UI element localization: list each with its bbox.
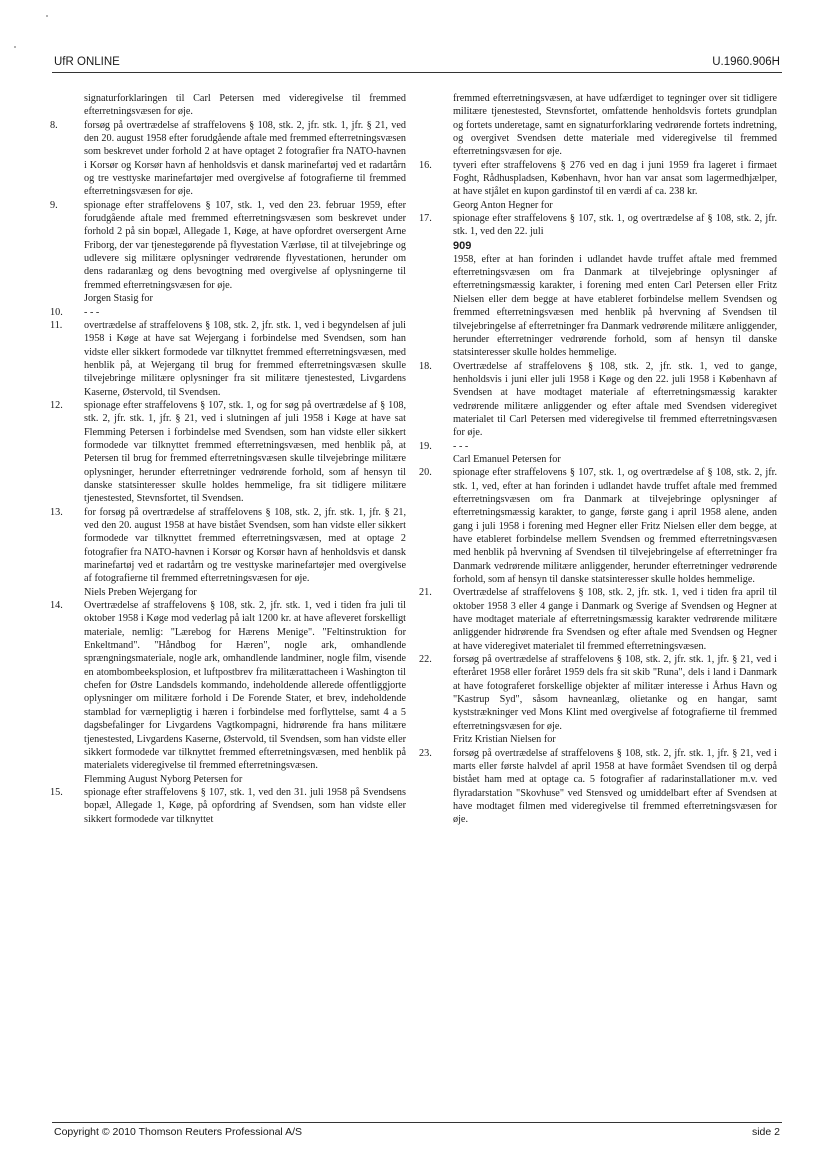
paragraph-text: Overtrædelse af straffelovens § 108, stk. 2, jfr. stk. 1, ved i tiden fra juli til oktober 1958 i Køge mod vederlag på ialt 1200 kr. at have afleveret forskelligt materiale, nemlig: "Lærebog for Hærens Menige". "Feltinstruktion for Enkeltmand". "Håndbog for Hæren", nogle ark, omhandlende sprængningsmateriale, nogle ark, omhandlende landminer, nogle film, visende en atombombeeksplosion, et luftpostbrev fra militærattacheen i Washington til chefen for Østre Landsdels kommando, indeholdende allerede offentliggjorte oplysninger om militære forhold i De Forende Stater, et brev, indeholdende stamblad for værnepligtig i hæren i forbindelse med forflyttelse, samt 4 a 5 dagsbefalinger for Livgardens Vagtkompagni, hidrørende fra hans militære tjenestested, Livgardens Kaserne, Østervold, til Svendsen, som han vidste eller sikkert formodede var tilknyttet fremmed efterretningsvæsen, med henblik på materialets videregivelse til fremmed efterretningsvæsen.	[84, 600, 406, 772]
text-paragraph: Carl Emanuel Petersen for	[453, 453, 561, 465]
paragraph-text: tyveri efter straffelovens § 276 ved en dag i juni 1959 fra lageret i firmaet Foght, Rådhuspladsen, København, hvor han var ansat som lagermedhjælper, at have stjålet en kupon gardinstof til en værdi af ca. 238 kr.	[453, 159, 777, 198]
numbered-paragraph	[419, 653, 777, 733]
numbered-paragraph	[50, 119, 406, 199]
text-paragraph: fremmed efterretningsvæsen, at have udfærdiget to tegninger over sit tidligere militære tjenestested, Stevnsfortet, omfattende henholdsvis fortets grundplan og fortets underetage, samt en signaturforklaring vedrørende fortets indretning, og overgivet Svendsen dette materiale med videregivelse til fremmed efterretningsvæsen for øje.	[453, 93, 777, 158]
numbered-paragraph	[419, 586, 777, 653]
numbered-paragraph	[419, 159, 777, 199]
paragraph-number: 12.	[50, 399, 63, 411]
paragraph-text: spionage efter straffelovens § 107, stk. 1, og for søg på overtrædelse af § 108, stk. 2, jfr. stk. 1, jfr. § 21, ved i slutningen af juli 1958 i Køge at have sat Flemming Petersen i forbindelse med Svendsen, som han vidste eller sikkert formodede var tilknyttet fremmed efterretningsvæsen, med henblik på, at Petersen til brug for fremmed efterretningsvæsen skulle tilvejebringe militære oplysninger, herunder efterretninger vedrørende forhold, som af hensyn til danske statsinteresser skulle holdes hemmelige, fra sit tidligere militære tjenestested, Stevnsfortet, til Svendsen.	[84, 399, 406, 505]
paragraph-text: - - -	[453, 440, 469, 452]
paragraph-number: 22.	[419, 654, 432, 666]
paragraph-number: 17.	[419, 213, 432, 225]
numbered-paragraph	[50, 319, 406, 399]
paragraph-text: Overtrædelse af straffelovens § 108, stk. 2, jfr. stk. 1, ved to gange, henholdsvis i juni eller juli 1958 i Køge og den 22. juli 1958 i København af Svendsen at have modtaget materiale af efterretningsmæssig karakter vedrørende militære anliggender og efter aftale med Svendsen videregivet materialet til Carl Petersen med videregivelse til fremmed efterretningsvæsen for øje.	[453, 360, 777, 439]
paragraph-text: spionage efter straffelovens § 107, stk. 1, og overtrædelse af § 108, stk. 2, jfr. stk. 1, ved, efter at han forinden i udlandet havde truffet aftale med fremmed efterretningsvæsen om fra Danmark at tilvejebringe oplysninger af efterretningsmæssig karakter, to gange, første gang i april 1958 alene, anden gang i juli 1958 i forening med Hegner eller Fritz Nielsen eller dem begge, at have etableret forbindelse mellem Svendsen og fremmed efterretningsvæsen med henblik på hvervning af Svendsen til tilvejebringelse af efterretninger fra Danmark vedrørende militære anliggender, herunder efterretninger vedrørende forhold, som af hensyn til danske statsinteresser skulle holdes hemmelige.	[453, 467, 777, 586]
paragraph-text: overtrædelse af straffelovens § 108, stk. 2, jfr. stk. 1, ved i begyndelsen af juli 1958 i Køge at have sat Wejergang i forbindelse med Svendsen, som han vidste eller sikkert formodede var tilknyttet fremmed efterretningsvæsen, med henblik på, at Wejergang til brug for fremmed efterretningsvæsen skulle tilvejebringe militære oplysninger fra sit militære tjenestested, Livgardens Kaserne, Østervold, til Svendsen.	[84, 319, 406, 398]
paragraph-number: 11.	[50, 319, 63, 331]
paragraph-number: 9.	[50, 199, 58, 211]
text-paragraph: Flemming August Nyborg Petersen for	[84, 773, 243, 785]
left-text-column	[50, 92, 406, 826]
paragraph-number: 10.	[50, 306, 63, 318]
paragraph-text: spionage efter straffelovens § 107, stk. 1, og overtrædelse af § 108, stk. 2, jfr. stk. 1, ved den 22. juli	[453, 213, 777, 238]
text-paragraph: Niels Preben Wejergang for	[84, 586, 197, 598]
paragraph-number: 15.	[50, 786, 63, 798]
numbered-paragraph	[50, 506, 406, 586]
original-page-marker: 909	[453, 239, 472, 252]
copyright-notice: Copyright © 2010 Thomson Reuters Professional A/S	[54, 1126, 303, 1138]
text-paragraph: signaturforklaringen til Carl Petersen med videregivelse til fremmed efterretningsvæsen for øje.	[84, 93, 406, 118]
text-paragraph: 1958, efter at han forinden i udlandet havde truffet aftale med fremmed efterretningsvæsen om fra Danmark at tilvejebringe oplysninger af efterretningsmæssig karakter, i forening med enten Carl Petersen eller Fritz Nielsen eller dem begge at have etableret forbindelse mellem Svendsen og fremmed efterretningsvæsen med henblik på hvervning af Svendsen til tilvejebringelse af efterretninger fra Danmark vedrørende militære anliggender, herunder efterretninger vedrørende forhold, som af hensyn til danske statsinteresser skulle holdes hemmelige.	[453, 253, 777, 359]
text-paragraph: Fritz Kristian Nielsen for	[453, 734, 556, 746]
paragraph-text: forsøg på overtrædelse af straffelovens § 108, stk. 2, jfr. stk. 1, jfr. § 21, ved i efteråret 1958 eller foråret 1959 dels fra sit skib "Runa", dels i land i Danmark at have fotograferet forskellige objekter af militær interesse i Århus Havn og "Kastrup Syd", såsom havneanlæg, olietanke og en hangar, samt kyststrækninger ved Mons Klint med overgivelse af fotografierne til fremmed efterretningsvæsen for øje.	[453, 654, 777, 732]
text-paragraph: Georg Anton Hegner for	[453, 199, 553, 211]
paragraph-text: Overtrædelse af straffelovens § 108, stk. 2, jfr. stk. 1, ved i tiden fra april til oktober 1958 3 eller 4 gange i Danmark og Sverige af Svendsen og Hegner at have modtaget materiale af efterretningsmæssig karakter vedrørende militære anliggender hidrørende fra Svendsen og efter aftale med Svendsen og Hegner at have videregivet materialet til fremmed efterretningsvæsen.	[453, 587, 777, 652]
paragraph-text: forsøg på overtrædelse af straffelovens § 108, stk. 2, jfr. stk. 1, jfr. § 21, ved i marts eller første halvdel af april 1958 at have formået Svendsen til og derpå bistået ham med at optage ca. 5 fotografier af radarinstallationer m.v. ved flyradarstation "Skovhuse" ved Stensved og umiddelbart efter af Svendsen at have modtaget filmen med videregivelse til fremmed efterretningsvæsen for øje.	[453, 747, 777, 826]
paragraph-number: 19.	[419, 440, 432, 452]
paragraph-text: - - -	[84, 306, 100, 318]
paragraph-number: 16.	[419, 159, 432, 171]
page-number: side 2	[751, 1126, 780, 1138]
document-reference: U.1960.906H	[712, 56, 780, 68]
numbered-paragraph	[419, 440, 777, 453]
paragraph-number: 8.	[50, 119, 58, 131]
text-paragraph: Jorgen Stasig for	[84, 293, 153, 305]
numbered-paragraph	[419, 747, 777, 827]
numbered-paragraph	[50, 399, 406, 506]
paragraph-text: for forsøg på overtrædelse af straffelovens § 108, stk. 2, jfr. stk. 1, jfr. § 21, ved den 20. august 1958 at have bistået Svendsen, som han vidste eller sikkert formodede var tilknyttet fremmed efterretningsvæsen, med at optage 2 fotografier fra NATO-havnen i Korsør og Korsør havn af henholdsvis et dansk marinefartøj ved et radartårn og tre vesttyske marinefartøjer med overgivelse af fotografierne til fremmed efterretningsvæsen for øje.	[84, 506, 406, 585]
paragraph-text: spionage efter straffelovens § 107, stk. 1, ved den 23. februar 1959, efter forudgående aftale med fremmed efterretningsvæsen som beskrevet under forhold 2 på sin bopæl, Allegade 1, Køge, at have opfordret oversergent Arne Friborg, der var tjenestegørende på flyvestation Værløse, til at tilvejebringe og udlevere sig militære oplysninger vedrørende flyvestationen, herunder om dens radaranlæg og dens bevogtning med overgivelse af oplysningerne til fremmed efterretningsvæsen for øje.	[84, 199, 406, 291]
paragraph-number: 13.	[50, 506, 63, 518]
numbered-paragraph	[50, 786, 406, 826]
numbered-paragraph	[419, 466, 777, 586]
paragraph-number: 14.	[50, 600, 63, 612]
footer-divider	[52, 1122, 782, 1123]
numbered-paragraph	[50, 599, 406, 772]
paragraph-number: 21.	[419, 587, 432, 599]
numbered-paragraph	[50, 306, 406, 319]
paragraph-text: forsøg på overtrædelse af straffelovens § 108, stk. 2, jfr. stk. 1, jfr. § 21, ved den 20. august 1958 efter forudgående aftale med fremmed efterretningsvæsen som beskrevet under forhold 2 at have optaget 2 fotografier fra NATO-havnen i Korsør og Korsør havn af henholdsvis et dansk marinefartøj ved et radartårn og tre vesttyske marinefartøjer med overgivelse af fotografierne til fremmed efterretningsvæsen for øje.	[84, 119, 406, 198]
numbered-paragraph	[50, 199, 406, 292]
right-text-column	[419, 92, 777, 827]
paragraph-number: 20.	[419, 467, 432, 479]
publication-name: UfR ONLINE	[54, 56, 120, 68]
header-divider	[52, 72, 782, 73]
paragraph-number: 23.	[419, 747, 432, 759]
paragraph-number: 18.	[419, 360, 432, 372]
paragraph-text: spionage efter straffelovens § 107, stk. 1, ved den 31. juli 1958 på Svendsens bopæl, Allegade 1, Køge, på opfordring af Svendsen, som han vidste eller sikkert formodede var tilknyttet	[84, 786, 406, 825]
numbered-paragraph	[419, 212, 777, 239]
numbered-paragraph	[419, 360, 777, 440]
